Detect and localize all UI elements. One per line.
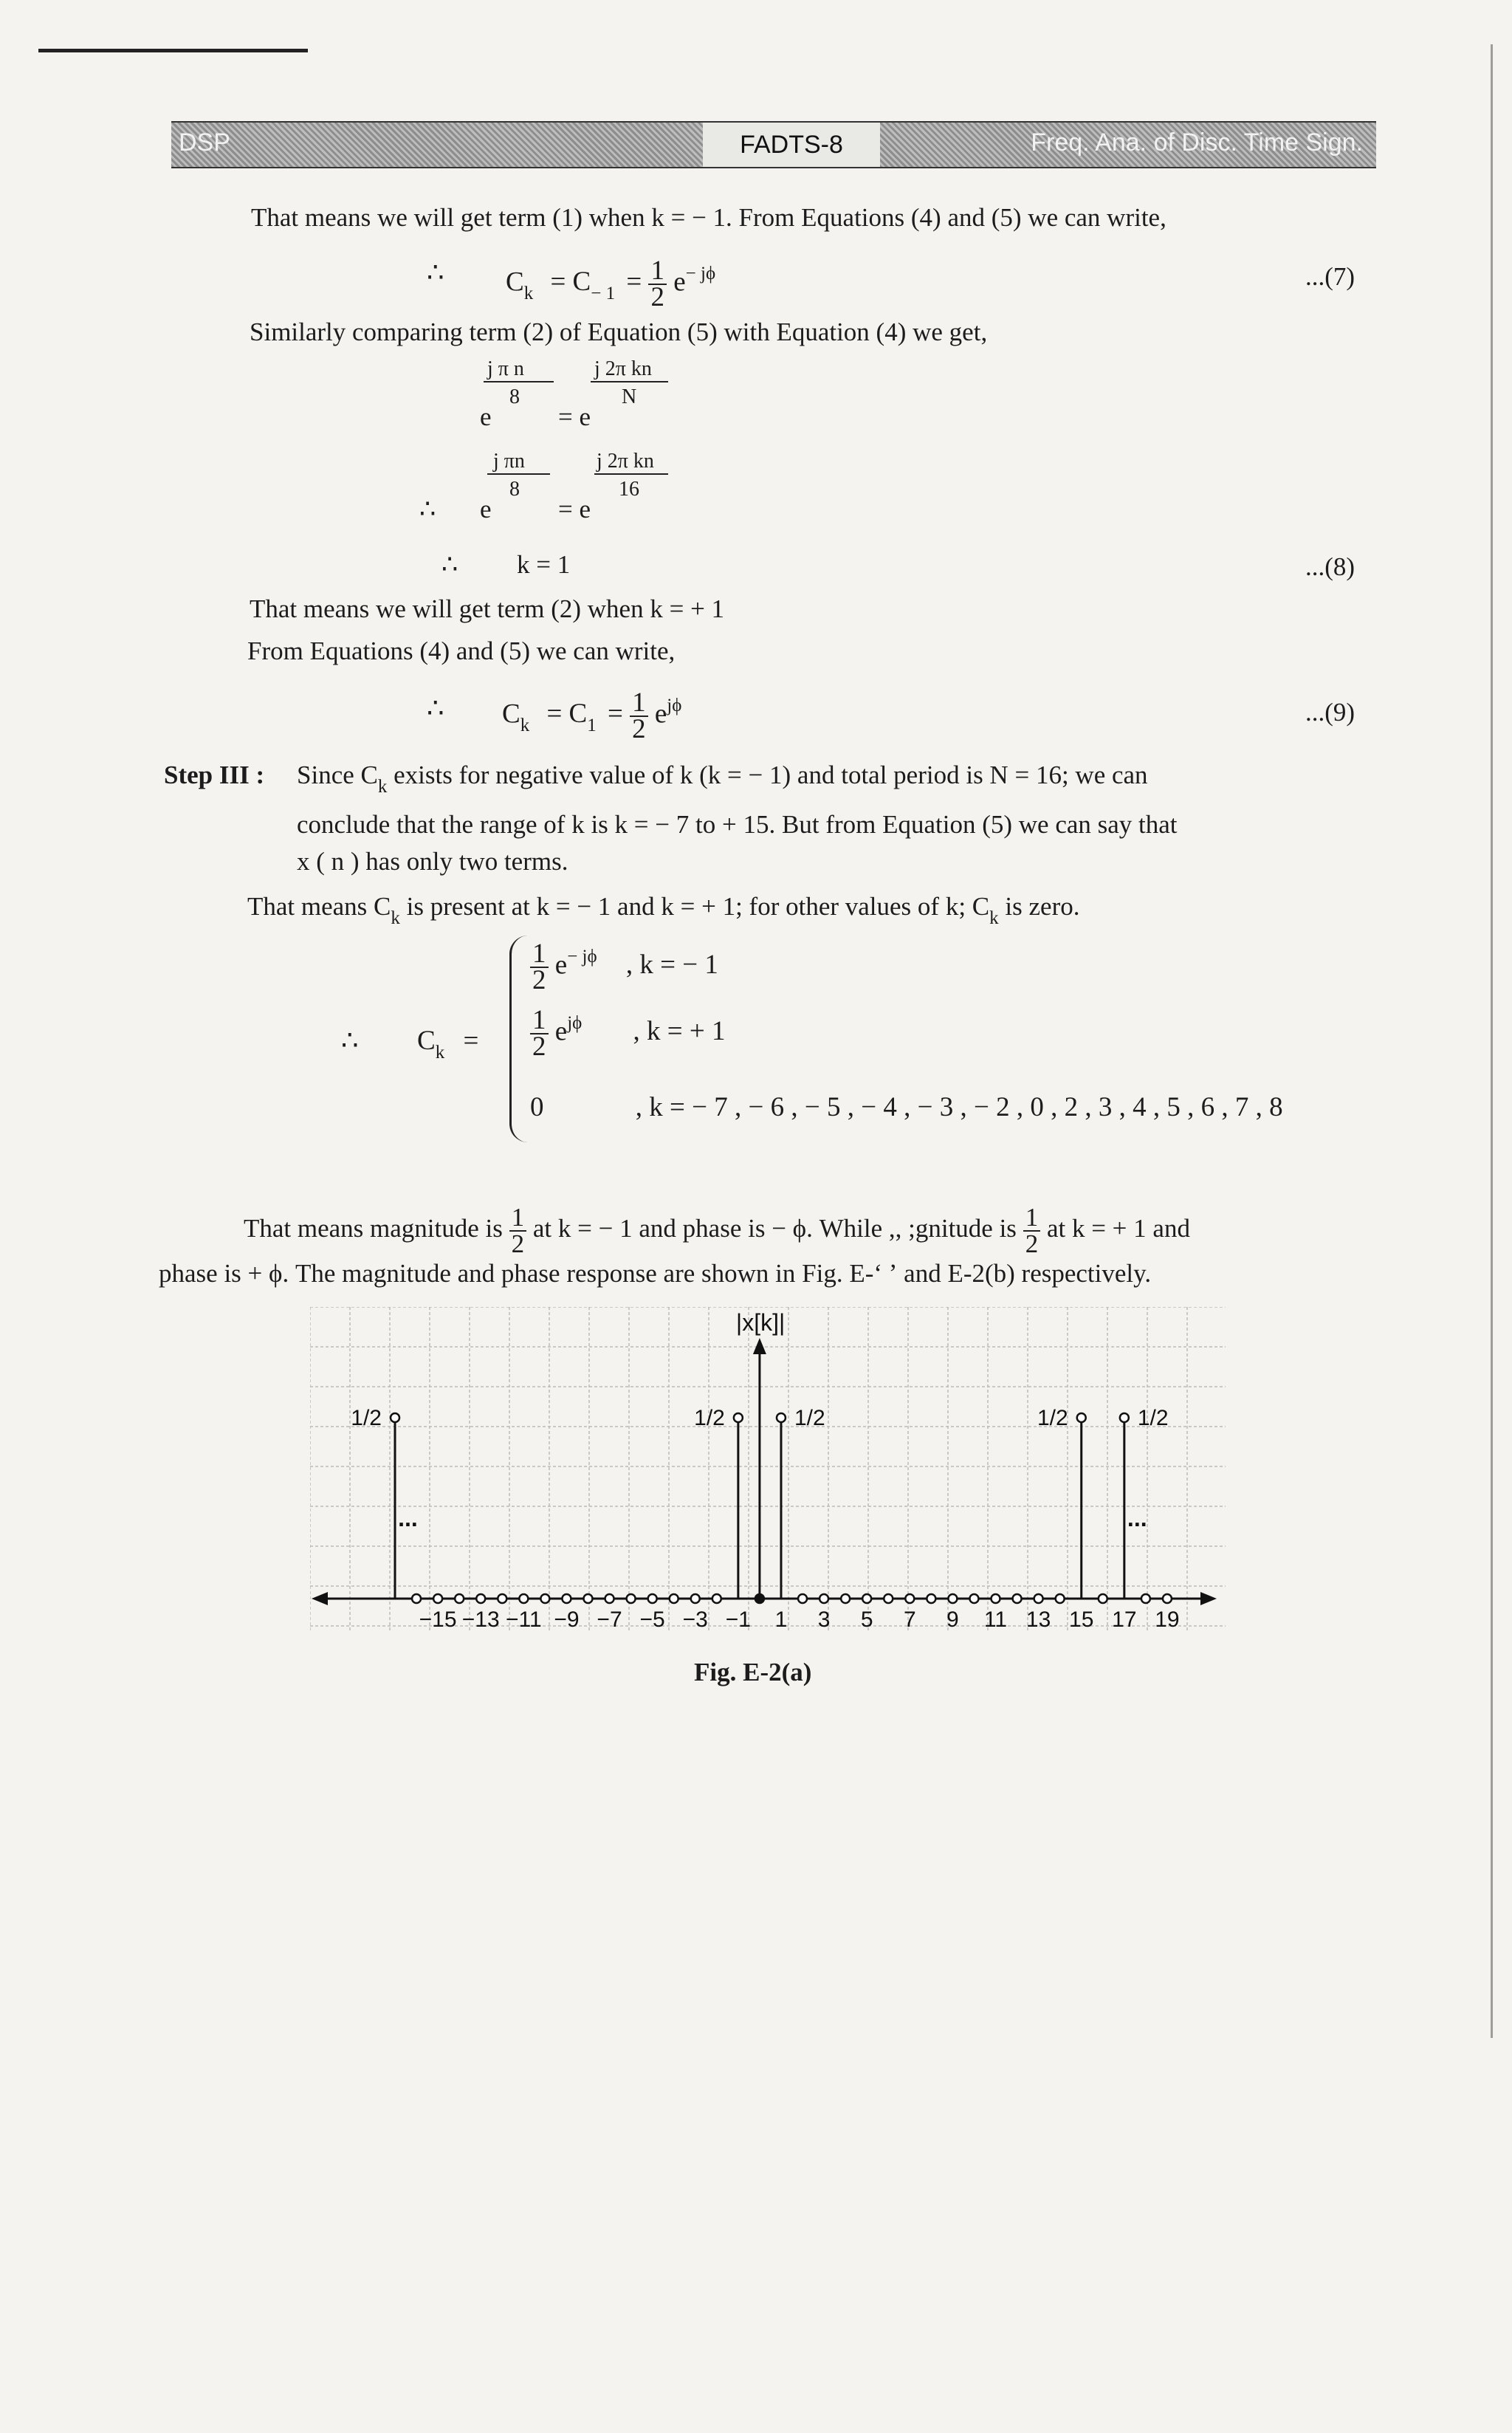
zero-point: [455, 1594, 464, 1603]
zero-point: [948, 1594, 957, 1603]
eq7-mid-sub: − 1: [591, 284, 616, 304]
zero-point: [583, 1594, 592, 1603]
tick-label: 7: [903, 1607, 916, 1632]
step-1-sub: k: [377, 777, 388, 797]
eq7-num: 1: [648, 258, 667, 285]
case1-e: e: [554, 950, 568, 981]
step-1b: exists for negative value of k (k = − 1) and total period is N = 16; we can: [387, 761, 1148, 789]
case1-exp: − jϕ: [567, 947, 597, 967]
zero-point: [1013, 1594, 1022, 1603]
eq9-num: 1: [630, 690, 648, 717]
l6-den2: 2: [1025, 1229, 1039, 1258]
zero-point: [1099, 1594, 1107, 1603]
page-edge-line: [1491, 44, 1493, 2038]
equation-9-tag: ...(9): [1305, 698, 1355, 727]
equation-8-tag: ...(8): [1305, 552, 1355, 581]
equation-9: [502, 687, 682, 744]
zero-point: [819, 1594, 828, 1603]
eq7-lhs: C: [506, 267, 524, 298]
eq7-fraction: [648, 255, 667, 312]
case2-den: 2: [532, 1032, 546, 1062]
body-line-3: That means we will get term (2) when k = + 1: [250, 594, 725, 623]
case-lhs: [417, 1026, 479, 1063]
step-line-3: x ( n ) has only two terms.: [297, 847, 568, 876]
y-axis-label: |x[k]|: [735, 1309, 786, 1336]
eb-num2: j 2π kn: [597, 450, 654, 473]
therefore-symbol: ∴: [427, 258, 444, 288]
case-1: [530, 938, 718, 995]
tick-label: −1: [725, 1607, 751, 1632]
tick-label: −15: [419, 1607, 457, 1632]
case1-fraction: [530, 938, 549, 995]
ea-den2: N: [622, 385, 637, 408]
zero-point: [648, 1594, 657, 1603]
zero-point: [798, 1594, 807, 1603]
l5a: That means C: [247, 892, 391, 921]
zero-point: [476, 1594, 485, 1603]
eq9-den: 2: [632, 714, 646, 744]
equation-7: [506, 255, 716, 312]
figure-caption: Fig. E-2(a): [694, 1658, 812, 1686]
case2-e: e: [554, 1016, 568, 1047]
equation-7-tag: ...(7): [1305, 262, 1355, 291]
top-rule: [38, 49, 308, 52]
zero-point: [992, 1594, 1000, 1603]
eb-rhs: = e: [558, 495, 591, 524]
zero-point: [670, 1594, 678, 1603]
header-right: Freq. Ana. of Disc. Time Sign.: [1031, 128, 1363, 157]
stem-head: [734, 1413, 743, 1422]
tick-label: −7: [597, 1607, 622, 1632]
zero-point: [1034, 1594, 1043, 1603]
stem-value-label: 1/2: [794, 1406, 825, 1430]
origin-dot: [755, 1593, 765, 1604]
step-1a: Since C: [297, 761, 378, 789]
body-line-2: Similarly comparing term (2) of Equation (5) with Equation (4) we get,: [250, 318, 988, 346]
ea-num1: j π n: [487, 357, 524, 380]
cases-brace: [509, 936, 528, 1142]
case1-cond: , k = − 1: [625, 950, 718, 981]
case-therefore: ∴: [341, 1026, 359, 1056]
tick-labels-group: [419, 1607, 1180, 1632]
tick-label: 3: [817, 1607, 831, 1632]
eq9-equals: =: [607, 699, 623, 730]
case2-exp: jϕ: [567, 1013, 583, 1034]
tick-label: 13: [1025, 1607, 1051, 1632]
stem-value-label: 1/2: [694, 1406, 725, 1430]
header-center: FADTS-8: [703, 123, 880, 167]
stem-head: [777, 1413, 786, 1422]
zero-point: [540, 1594, 549, 1603]
l5c: is zero.: [998, 892, 1080, 921]
tick-label: −5: [639, 1607, 665, 1632]
eq9-therefore: ∴: [427, 693, 444, 724]
eb-base: e: [480, 495, 492, 524]
eq9-mid-sub: 1: [587, 716, 597, 736]
eq7-mid: = C: [550, 267, 591, 298]
l6c: at k = + 1 and: [1046, 1214, 1190, 1243]
tick-label: −3: [682, 1607, 708, 1632]
eb-den2: 16: [619, 478, 639, 501]
body-line-7: phase is + ϕ. The magnitude and phase response are shown in Fig. E-ʻ ʼ and E-2(b) respectively.: [159, 1259, 1152, 1288]
zero-point: [498, 1594, 506, 1603]
zero-point: [1141, 1594, 1150, 1603]
case3-val: 0: [530, 1092, 544, 1122]
step-line-1: [297, 761, 1148, 797]
case1-num: 1: [530, 941, 549, 968]
step-label: Step III :: [164, 761, 265, 789]
zero-point: [884, 1594, 893, 1603]
l6-num2: 1: [1023, 1205, 1041, 1232]
case3-cond: , k = − 7 , − 6 , − 5 , − 4 , − 3 , − 2 , 0 , 2 , 3 , 4 , 5 , 6 , 7 , 8: [635, 1092, 1283, 1122]
case-lhs-sub: k: [435, 1043, 445, 1063]
zero-point: [712, 1594, 721, 1603]
body-line-1: That means we will get term (1) when k = − 1. From Equations (4) and (5) we can write,: [251, 203, 1166, 232]
ea-rhs: = e: [558, 402, 591, 431]
eq9-mid: = C: [546, 699, 588, 730]
zero-point: [927, 1594, 935, 1603]
tick-label: 17: [1112, 1607, 1137, 1632]
tick-label: −9: [554, 1607, 580, 1632]
case-lhs-c: C: [417, 1026, 436, 1056]
stem-plot: [310, 1307, 1226, 1647]
body-line-5: [247, 892, 1080, 928]
zero-point: [562, 1594, 571, 1603]
l5b: is present at k = − 1 and k = + 1; for other values of k; C: [399, 892, 990, 921]
x-axis-arrow-right: [1200, 1592, 1217, 1605]
eq7-lhs-sub: k: [523, 284, 534, 304]
tick-label: 15: [1069, 1607, 1094, 1632]
ellipsis-dots: ...: [1127, 1505, 1147, 1531]
ec-therefore: ∴: [441, 550, 458, 579]
tick-label: 9: [946, 1607, 959, 1632]
zero-point: [1056, 1594, 1065, 1603]
zero-point: [1163, 1594, 1172, 1603]
tick-label: 5: [860, 1607, 873, 1632]
eb-therefore: ∴: [419, 495, 436, 524]
eq9-lhs-sub: k: [520, 716, 530, 736]
case-eq: =: [463, 1026, 479, 1056]
zero-point: [691, 1594, 700, 1603]
l6-den1: 2: [511, 1229, 525, 1258]
tick-label: −11: [505, 1607, 542, 1632]
tick-label: 11: [983, 1607, 1008, 1632]
stem-value-label: 1/2: [1137, 1406, 1169, 1430]
l6b: at k = − 1 and phase is − ϕ. While ,, ;gnitude is: [532, 1214, 1017, 1243]
eq7-den: 2: [650, 282, 664, 312]
stem-head: [1077, 1413, 1086, 1422]
stem-head: [391, 1413, 399, 1422]
eq9-exp: jϕ: [667, 696, 682, 716]
y-axis-arrow: [753, 1338, 766, 1354]
case2-fraction: [530, 1005, 549, 1062]
l5-sub: k: [391, 908, 400, 928]
case-3: [530, 1093, 1283, 1122]
zero-point: [905, 1594, 914, 1603]
x-axis-arrow-left: [312, 1592, 328, 1605]
zero-point: [519, 1594, 528, 1603]
ea-den1: 8: [509, 385, 520, 408]
l6-fraction-1: [509, 1205, 527, 1257]
zero-point: [969, 1594, 978, 1603]
header-left: DSP: [179, 128, 230, 157]
zero-point: [412, 1594, 421, 1603]
eb-num1: j πn: [493, 450, 525, 473]
case1-den: 2: [532, 965, 546, 995]
tick-label: −13: [461, 1607, 500, 1632]
zero-point: [862, 1594, 871, 1603]
stem-head: [1120, 1413, 1129, 1422]
stem-value-label: 1/2: [1037, 1406, 1068, 1430]
eq9-fraction: [630, 687, 648, 744]
case2-cond: , k = + 1: [633, 1016, 726, 1047]
ellipsis-dots: ...: [398, 1505, 418, 1531]
l6-num1: 1: [509, 1205, 527, 1232]
plot-grid: [310, 1307, 1226, 1632]
eb-den1: 8: [509, 478, 520, 501]
body-line-6: [244, 1205, 1190, 1257]
case-2: [530, 1005, 726, 1062]
zero-point: [605, 1594, 614, 1603]
zero-point: [627, 1594, 636, 1603]
eq7-e: e: [673, 267, 686, 298]
case2-num: 1: [530, 1008, 549, 1034]
ea-num2: j 2π kn: [594, 357, 652, 380]
zero-point: [841, 1594, 850, 1603]
eq9-lhs: C: [502, 699, 520, 730]
stem-value-label: 1/2: [351, 1406, 382, 1430]
l5-sub2: k: [989, 908, 999, 928]
eq7-exp: − jϕ: [685, 264, 716, 284]
zero-point: [433, 1594, 442, 1603]
eq9-e: e: [654, 699, 667, 730]
tick-label: 1: [774, 1607, 788, 1632]
body-line-4: From Equations (4) and (5) we can write,: [247, 636, 676, 665]
tick-label: 19: [1155, 1607, 1180, 1632]
ea-base: e: [480, 402, 492, 431]
l6a: That means magnitude is: [244, 1214, 503, 1243]
step-line-2: conclude that the range of k is k = − 7 to + 15. But from Equation (5) we can say that: [297, 810, 1178, 839]
ec-text: k = 1: [517, 550, 571, 579]
eq7-equals: =: [626, 267, 642, 298]
l6-fraction-2: [1023, 1205, 1041, 1257]
running-header: [171, 121, 1376, 168]
